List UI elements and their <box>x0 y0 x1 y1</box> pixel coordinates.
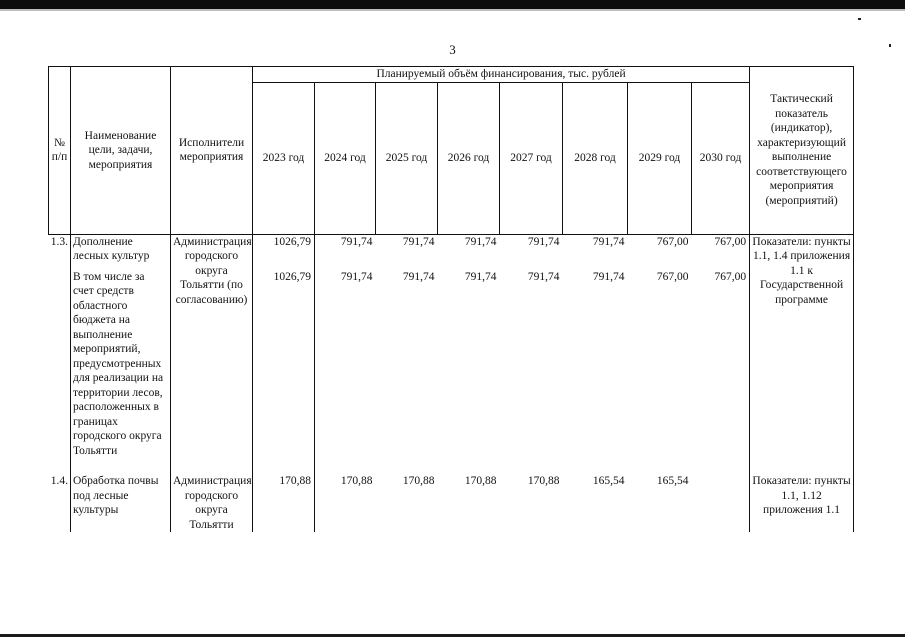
header-year: 2025 год <box>376 82 438 234</box>
row-subname: В том числе за счет средств областного бюджета на выполнение мероприятий, предусмотренных для реализации на территории лесов, расположенных в границах городского округа Тольятти <box>71 264 171 459</box>
header-year: 2026 год <box>438 82 500 234</box>
row-value: 791,74 <box>464 235 497 248</box>
row-name: Обработка почвы под лесные культуры <box>71 474 171 532</box>
scan-edge-bottom <box>0 634 905 637</box>
row-value: 165,54 <box>656 475 689 487</box>
page-number: 3 <box>449 42 456 57</box>
header-name: Наименование цели, задачи, мероприятия <box>71 67 171 235</box>
row-executors: Администрация городского округа Тольятти <box>173 475 252 531</box>
scan-speck <box>858 18 861 20</box>
row-subvalue: 791,74 <box>340 270 373 283</box>
row-value: 791,74 <box>592 235 625 248</box>
row-subvalue: 767,00 <box>656 270 689 283</box>
row-indicator: Показатели: пункты 1.1, 1.12 приложения 1.1 <box>750 474 854 532</box>
row-subvalue: 791,74 <box>402 270 435 283</box>
row-spacer <box>49 458 854 474</box>
header-year: 2027 год <box>500 82 563 234</box>
row-subvalue: 767,00 <box>714 270 747 283</box>
header-executors: Исполнители мероприятия <box>171 67 253 235</box>
scan-edge-top <box>0 0 905 9</box>
row-value: 170,88 <box>253 474 315 532</box>
header-year: 2023 год <box>253 82 315 234</box>
row-executors: Администрация городского округа Тольятти (по согласованию) <box>173 235 252 306</box>
row-index-empty <box>49 264 71 459</box>
row-value: 791,74 <box>340 235 373 248</box>
row-subvalue: 1026,79 <box>253 264 315 459</box>
table-row <box>49 234 854 264</box>
row-index: 1.3. <box>50 235 68 248</box>
row-subvalue: 791,74 <box>464 270 497 283</box>
row-value: 767,00 <box>656 235 689 248</box>
row-value: 170,88 <box>340 475 373 487</box>
row-subvalue: 791,74 <box>527 270 560 283</box>
table-subrow <box>49 264 854 459</box>
header-year: 2024 год <box>315 82 376 234</box>
row-value: 767,00 <box>714 235 747 248</box>
row-name: Дополнение лесных культур <box>71 234 171 264</box>
row-value: 791,74 <box>527 235 560 248</box>
row-value: 791,74 <box>402 235 435 248</box>
header-year: 2029 год <box>628 82 692 234</box>
header-year: 2028 год <box>563 82 628 234</box>
row-index: 1.4. <box>50 475 68 487</box>
header-no: № п/п <box>49 67 71 235</box>
row-indicator: Показатели: пункты 1.1, 1.4 приложения 1.1 к Государственной программе <box>750 234 854 458</box>
row-value: 170,88 <box>402 475 435 487</box>
header-financing: Планируемый объём финансирования, тыс. рублей <box>253 67 750 83</box>
row-value: 170,88 <box>464 475 497 487</box>
scan-edge-line <box>0 9 905 11</box>
row-value <box>692 474 750 532</box>
row-subvalue: 791,74 <box>592 270 625 283</box>
row-value: 1026,79 <box>253 234 315 264</box>
row-value: 170,88 <box>527 475 560 487</box>
table-row <box>49 474 854 532</box>
header-indicator: Тактический показатель (индикатор), характеризующий выполнение соответствующего мероприятия (мероприятий) <box>750 67 854 235</box>
header-year: 2030 год <box>692 82 750 234</box>
row-value: 165,54 <box>592 475 625 487</box>
financing-table <box>48 66 854 532</box>
